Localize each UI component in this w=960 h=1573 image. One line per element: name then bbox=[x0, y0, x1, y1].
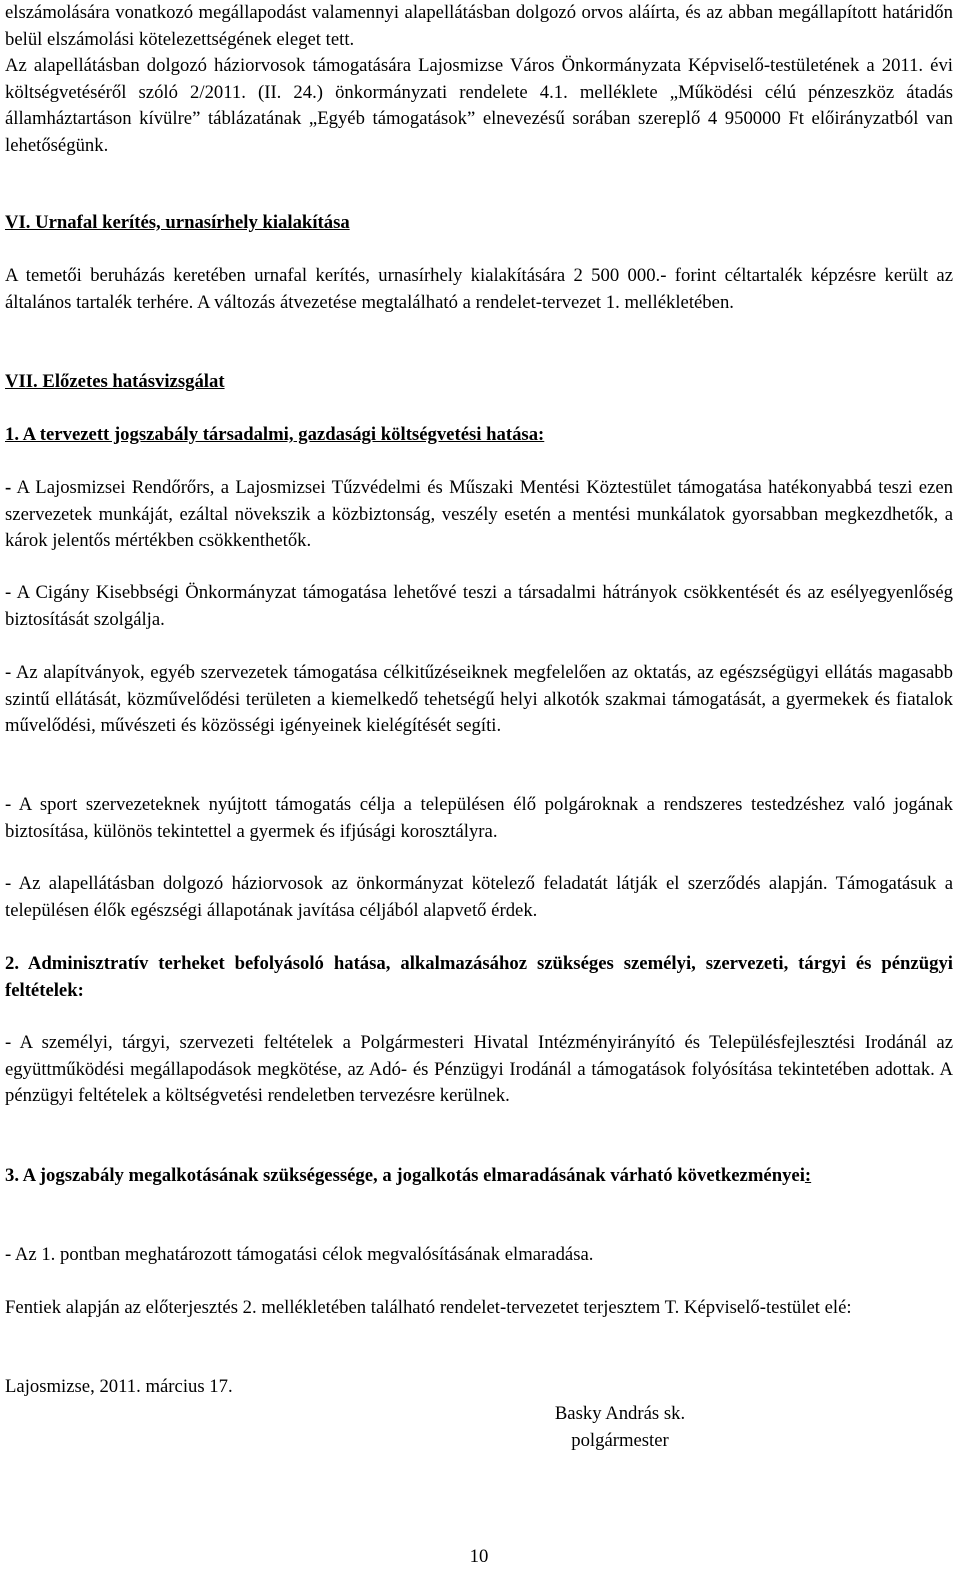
place-and-date: Lajosmizse, 2011. március 17. bbox=[5, 1376, 233, 1397]
paragraph-az1: - Az 1. pontban meghatározott támogatási célok megvalósításának elmaradása. bbox=[5, 1244, 594, 1265]
section-vii-title: VII. Előzetes hatásvizsgálat bbox=[5, 371, 225, 392]
subsection-2-title: 2. Adminisztratív terheket befolyásoló hatása, alkalmazásához szükséges személyi, szervezeti, tárgyi és pénzügyi feltételek: bbox=[5, 953, 953, 1001]
paragraph-cigany: - A Cigány Kisebbségi Önkormányzat támogatása lehetővé teszi a társadalmi hátrányok csökkentését és az esélyegyenlőség biztosítását szolgálja. bbox=[5, 582, 953, 630]
paragraph-haziorvos-duty: - Az alapellátásban dolgozó háziorvosok az önkormányzat kötelező feladatát látják el szerződés alapján. Támogatásuk a településen élők egészségi állapotának javítása céljából alapvető érdek. bbox=[5, 873, 953, 921]
bold-dash: - bbox=[5, 477, 12, 498]
paragraph-sport: - A sport szervezeteknek nyújtott támogatás célja a településen élő polgároknak a rendszeres testedzéshez való jogának biztosítása, különös tekintettel a gyermek és ifjúsági korosztályra. bbox=[5, 794, 953, 842]
paragraph-alapitvanyok: - Az alapítványok, egyéb szervezetek támogatása célkitűzéseiknek megfelelően az oktatás, az egészségügyi ellátás magasabb szintű ellátását, közművelődési területen a kiemelkedő tehetségű helyi alkotók szakmai támogatását, a gyermekek és fiatalok művelődési, művészeti és közösségi igényeinek kielégítését segíti. bbox=[5, 662, 953, 736]
signer-title: polgármester bbox=[571, 1429, 669, 1451]
subsection-3-title bbox=[5, 1163, 953, 1190]
page-number: 10 bbox=[469, 1546, 489, 1567]
paragraph-intro-end: elszámolására vonatkozó megállapodást valamennyi alapellátásban dolgozó orvos aláírta, és az abban megállapított határidőn belül elszámolási kötelezettségének eleget tett. bbox=[5, 2, 953, 50]
paragraph-rendorors bbox=[5, 475, 953, 555]
section-vi-title: VI. Urnafal kerítés, urnasírhely kialakítása bbox=[5, 212, 350, 233]
document-page bbox=[5, 0, 953, 1573]
subsection-1-title: 1. A tervezett jogszabály társadalmi, gazdasági költségvetési hatása: bbox=[5, 424, 545, 445]
paragraph-urnafal: A temetői beruházás keretében urnafal kerítés, urnasírhely kialakítására 2 500 000.- forint céltartalék képzésre került az általános tartalék terhére. A változás átvezetése megtalálható a rendelet-tervezet 1. mellékletében. bbox=[5, 265, 953, 313]
paragraph-rendorors-text: A Lajosmizsei Rendőrőrs, a Lajosmizsei Tűzvédelmi és Műszaki Mentési Köztestület támogatása hatékonyabbá teszi ezen szervezetek munkáját, ezáltal növekszik a közbiztonság, veszély esetén a mentési munkálatok gyorsabban megkezdhetők, a károk jelentős mértékben csökkenthetők. bbox=[5, 477, 953, 551]
subsection-3-title-text: 3. A jogszabály megalkotásának szükségessége, a jogalkotás elmaradásának várható következményei bbox=[5, 1165, 805, 1186]
paragraph-szemelyi: - A személyi, tárgyi, szervezeti feltételek a Polgármesteri Hivatal Intézményirányító és Településfejlesztési Irodánál az együttműködési megállapodások megkötése, az Adó- és Pénzügyi Irodánál a támogatások folyósítása tekintetében adottak. A pénzügyi feltételek a költségvetési rendeletben tervezésre kerülnek. bbox=[5, 1032, 953, 1106]
signer-name: Basky András sk. bbox=[554, 1403, 686, 1424]
paragraph-haziorvos-support: Az alapellátásban dolgozó háziorvosok támogatására Lajosmizse Város Önkormányzata Képviselő-testületének a 2011. évi költségvetéséről szóló 2/2011. (II. 24.) önkormányzati rendelete 4.1. melléklete „Működési célú pénzeszköz átadás államháztartáson kívülre” táblázatának „Egyéb támogatások” elnevezésű sorában szereplő 4 950000 Ft előirányzatból van lehetőségünk. bbox=[5, 55, 953, 156]
subsection-3-colon: : bbox=[804, 1165, 812, 1186]
signature-block bbox=[510, 1401, 730, 1454]
paragraph-fentiek: Fentiek alapján az előterjesztés 2. mellékletében található rendelet-tervezetet terjesztem T. Képviselő-testület elé: bbox=[5, 1297, 852, 1318]
